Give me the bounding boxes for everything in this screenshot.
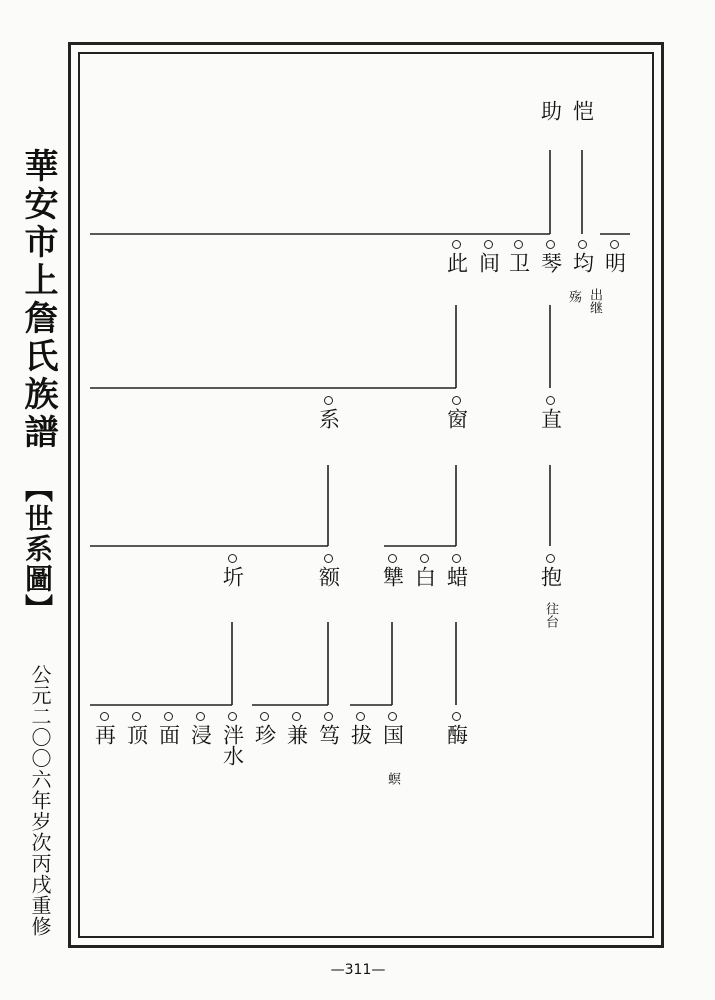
person-name: 国: [380, 724, 405, 745]
person-ding: [121, 712, 151, 745]
person-name: 笃: [316, 724, 341, 745]
person-name: 卫: [506, 252, 531, 273]
person-marker: [356, 712, 365, 721]
person-marker: [164, 712, 173, 721]
person-name: 酶: [444, 724, 469, 745]
person-mei: [441, 712, 471, 745]
person-ming: [599, 240, 629, 273]
person-jin: [185, 712, 215, 745]
person-marker: [388, 554, 397, 563]
person-name: 间: [476, 252, 501, 273]
person-kai: [567, 100, 597, 121]
person-du: [313, 712, 343, 745]
person-marker: [420, 554, 429, 563]
person-qin: [535, 240, 565, 273]
person-marker: [610, 240, 619, 249]
person-marker: [452, 240, 461, 249]
person-marker: [578, 240, 587, 249]
person-marker: [260, 712, 269, 721]
person-jian2: [281, 712, 311, 745]
person-marker: [324, 396, 333, 405]
person-name: 白: [412, 566, 437, 587]
person-name: 蜡: [444, 566, 469, 587]
person-name: 泮水: [220, 724, 245, 766]
person-name: 系: [316, 408, 341, 429]
person-name: 直: [538, 408, 563, 429]
person-zhi: [535, 396, 565, 429]
person-name: 珍: [252, 724, 277, 745]
person-marker: [484, 240, 493, 249]
person-ba: [345, 712, 375, 745]
person-name: 拔: [348, 724, 373, 745]
person-chuang: [441, 396, 471, 429]
person-marker: [452, 554, 461, 563]
person-name: 琴: [538, 252, 563, 273]
person-bai: [409, 554, 439, 587]
page-number: —311—: [330, 962, 386, 978]
person-name: 兼: [284, 724, 309, 745]
person-zhu: [535, 100, 565, 121]
person-zai: [89, 712, 119, 745]
person-chou: [377, 554, 407, 587]
person-marker: [324, 712, 333, 721]
person-marker: [514, 240, 523, 249]
person-name: 均: [570, 252, 595, 273]
note-bao: 往台: [543, 602, 558, 628]
person-marker: [228, 554, 237, 563]
person-marker: [100, 712, 109, 721]
person-marker: [452, 712, 461, 721]
person-wei: [503, 240, 533, 273]
person-name: 再: [92, 724, 117, 745]
person-zhen: [249, 712, 279, 745]
note-guo: 螟: [385, 772, 400, 785]
person-ci: [441, 240, 471, 273]
person-name: 窗: [444, 408, 469, 429]
person-guo: [377, 712, 407, 745]
person-marker: [196, 712, 205, 721]
person-qi: [217, 554, 247, 587]
person-marker: [546, 554, 555, 563]
person-name: 恺: [570, 100, 595, 121]
note-qin: 殇: [566, 290, 581, 303]
person-name: 浸: [188, 724, 213, 745]
person-jun: [567, 240, 597, 273]
person-bao: [535, 554, 565, 587]
person-e: [313, 554, 343, 587]
section-label: 【世系圖】: [21, 474, 54, 624]
person-name: 助: [538, 100, 563, 121]
person-name: 明: [602, 252, 627, 273]
person-marker: [546, 240, 555, 249]
person-name: 面: [156, 724, 181, 745]
person-marker: [132, 712, 141, 721]
person-name: 顶: [124, 724, 149, 745]
person-marker: [228, 712, 237, 721]
person-name: 此: [444, 252, 469, 273]
note-jun: 出继: [587, 288, 602, 314]
person-marker: [546, 396, 555, 405]
person-panshui: [217, 712, 247, 766]
person-la: [441, 554, 471, 587]
person-name: 额: [316, 566, 341, 587]
person-marker: [388, 712, 397, 721]
person-marker: [292, 712, 301, 721]
person-jian: [473, 240, 503, 273]
person-name: 抱: [538, 566, 563, 587]
person-xi: [313, 396, 343, 429]
person-mian: [153, 712, 183, 745]
book-title: 華安市上詹氏族譜: [18, 148, 58, 452]
person-name: 圻: [220, 566, 245, 587]
person-marker: [324, 554, 333, 563]
revision-date: 公元二〇〇六年岁次丙戌重修: [28, 664, 52, 937]
person-marker: [452, 396, 461, 405]
person-name: 犨: [380, 566, 405, 587]
